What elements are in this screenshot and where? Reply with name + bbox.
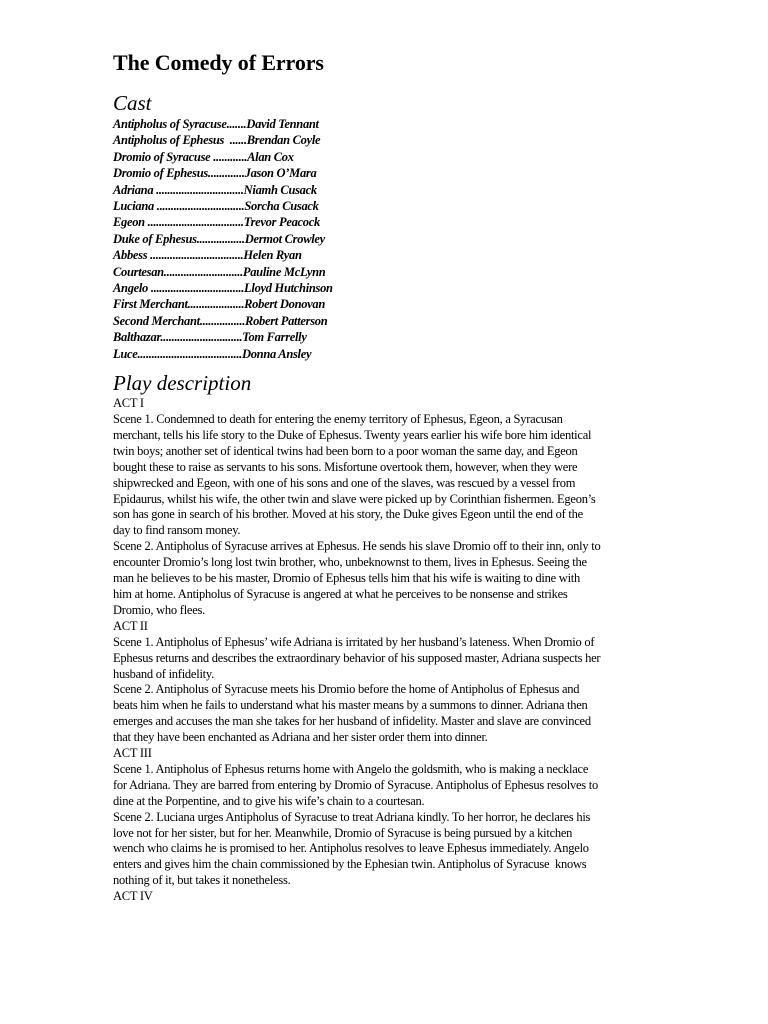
description-line: day to find ransom money.	[113, 523, 241, 538]
description-line: beats him when he fails to understand what his master means by a summons to dinner. Adriana then	[113, 698, 588, 713]
description-line: ACT IV	[113, 889, 153, 904]
cast-row: Duke of Ephesus.................Dermot Crowley	[113, 231, 325, 246]
description-line: son has gone in search of his brother. Moved at his story, the Duke gives Egeon until the end of the	[113, 507, 583, 522]
description-line: him at home. Antipholus of Syracuse is angered at what he perceives to be nonsense and strikes	[113, 586, 568, 601]
cast-row: Luciana ...............................Sorcha Cusack	[113, 199, 319, 214]
cast-row: Luce.....................................Donna Ansley	[113, 346, 312, 361]
cast-row: First Merchant....................Robert Donovan	[113, 297, 326, 312]
description-line: ACT I	[113, 396, 144, 411]
description-line: ACT III	[113, 746, 152, 761]
cast-list	[113, 116, 658, 362]
document-title: The Comedy of Errors	[113, 50, 324, 75]
description-line: Scene 1. Condemned to death for entering the enemy territory of Ephesus, Egeon, a Syracusan	[113, 412, 563, 426]
description-line: dine at the Porpentine, and to give his wife’s chain to a courtesan.	[113, 793, 425, 808]
description-line: Scene 2. Antipholus of Syracuse arrives at Ephesus. He sends his slave Dromio off to their inn, only to	[113, 539, 601, 554]
description-line: merchant, tells his life story to the Duke of Ephesus. Twenty years earlier his wife bore him identical	[113, 427, 592, 442]
description-line: love not for her sister, but for her. Meanwhile, Dromio of Syracuse is being pursued by a kitchen	[113, 825, 573, 840]
description-line: shipwrecked and Egeon, with one of his sons and one of the slaves, was rescued by a vessel from	[113, 475, 576, 490]
description-line: Dromio, who flees.	[113, 602, 206, 617]
cast-row: Angelo .................................Lloyd Hutchinson	[113, 281, 333, 296]
play-description-heading: Play description	[113, 371, 252, 396]
description-line: Ephesus returns and describes the extraordinary behavior of his supposed master, Adriana suspects her	[113, 650, 601, 665]
description-line: Epidaurus, whilst his wife, the other twin and slave were picked up by Corinthian fishermen. Egeon’s	[113, 491, 596, 506]
description-line: Scene 2. Antipholus of Syracuse meets his Dromio before the home of Antipholus of Ephesus and	[113, 682, 580, 697]
cast-row: Antipholus of Syracuse.......David Tennant	[113, 117, 319, 131]
description-line: bought these to raise as servants to his sons. Misfortune overtook them, however, when they were	[113, 459, 578, 474]
cast-row: Second Merchant................Robert Patterson	[113, 313, 328, 328]
description-line: emerges and accuses the man she takes for her husband of infidelity. Master and slave are convinced	[113, 714, 591, 729]
cast-row: Courtesan............................Pauline McLynn	[113, 264, 326, 279]
play-description	[113, 396, 658, 905]
document-page	[113, 50, 658, 905]
cast-row: Adriana ...............................Niamh Cusack	[113, 182, 317, 197]
description-line: wench who claims he is promised to her. Antipholus resolves to leave Ephesus immediately. Angelo	[113, 841, 589, 856]
description-line: Scene 1. Antipholus of Ephesus’ wife Adriana is irritated by her husband’s lateness. When Dromio of	[113, 634, 595, 649]
cast-row: Abbess .................................Helen Ryan	[113, 248, 302, 263]
cast-row: Dromio of Syracuse ............Alan Cox	[113, 149, 294, 164]
cast-heading: Cast	[113, 91, 152, 115]
description-line: encounter Dromio’s long lost twin brother, who, unbeknownst to them, lives in Ephesus. Seeing the	[113, 555, 587, 570]
description-line: Scene 1. Antipholus of Ephesus returns home with Angelo the goldsmith, who is making a necklace	[113, 761, 589, 776]
cast-row: Dromio of Ephesus.............Jason O’Mara	[113, 166, 317, 181]
description-line: husband of infidelity.	[113, 666, 214, 681]
description-line: Scene 2. Luciana urges Antipholus of Syracuse to treat Adriana kindly. To her horror, he declares his	[113, 809, 591, 824]
description-line: man he believes to be his master, Dromio of Ephesus tells him that his wife is waiting to dine with	[113, 571, 581, 586]
description-line: for Adriana. They are barred from entering by Dromio of Syracuse. Antipholus of Ephesus resolves to	[113, 777, 598, 792]
description-line: twin boys; another set of identical twins had been born to a poor woman the same day, and Egeon	[113, 443, 578, 458]
cast-row: Egeon ..................................Trevor Peacock	[113, 215, 320, 230]
description-line: nothing of it, but takes it nonetheless.	[113, 873, 291, 888]
description-line: enters and gives him the chain commissioned by the Ephesian twin. Antipholus of Syracuse knows	[113, 857, 587, 872]
description-line: ACT II	[113, 618, 148, 633]
cast-row: Antipholus of Ephesus ......Brendan Coyle	[113, 133, 321, 148]
cast-row: Balthazar.............................Tom Farrelly	[113, 330, 307, 345]
description-line: that they have been enchanted as Adriana and her sister order them into dinner.	[113, 730, 488, 745]
